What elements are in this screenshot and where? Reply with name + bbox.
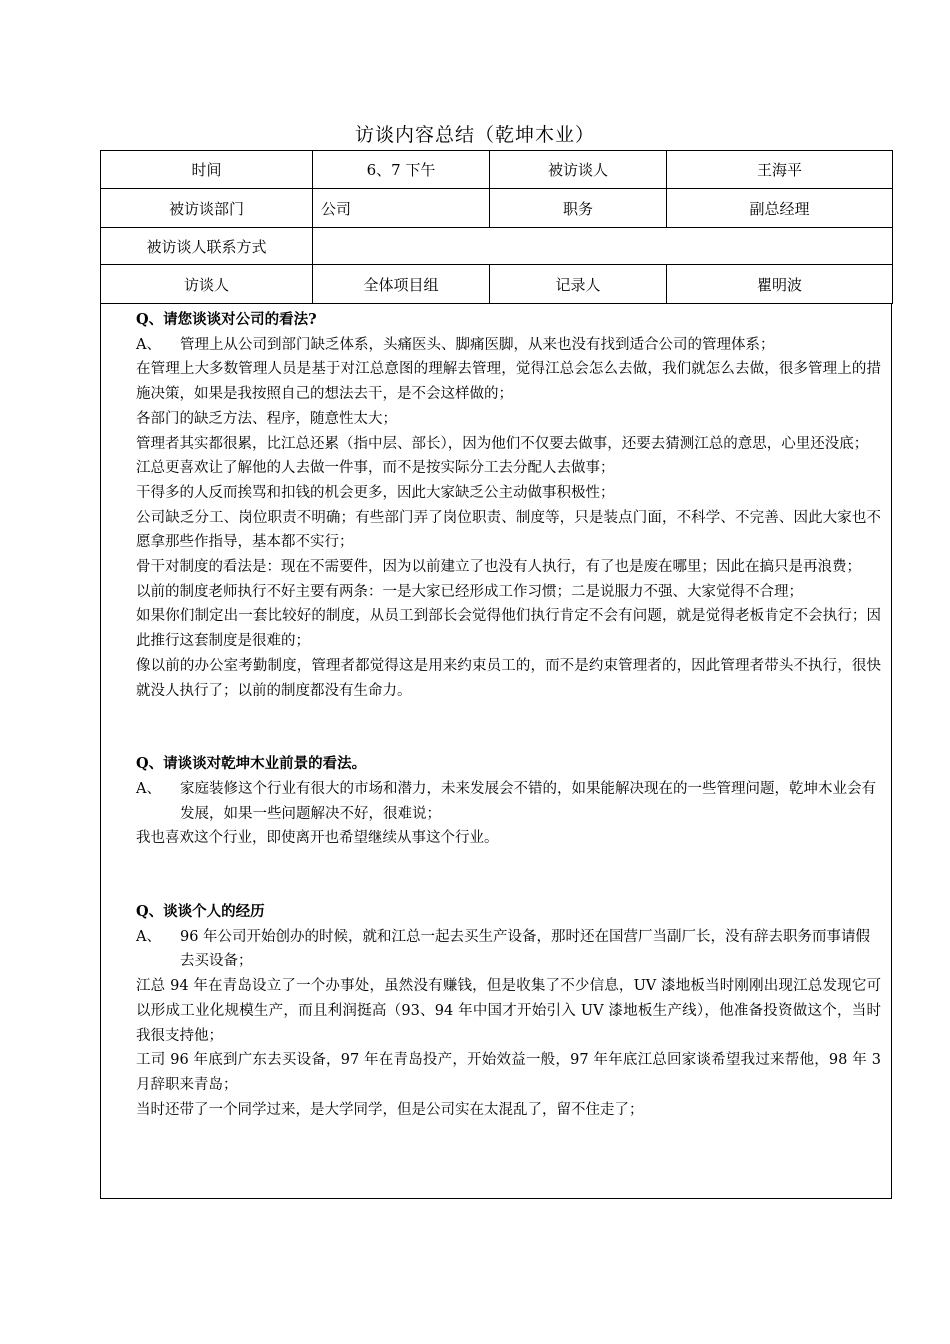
interview-content (100, 303, 892, 1199)
interviewer-value: 全体项目组 (313, 265, 490, 304)
question-future-view: Q、请谈谈对乾坤木业前景的看法。 (136, 755, 367, 773)
paragraph: 像以前的办公室考勤制度，管理者都觉得这是用来约束员工的，而不是约束管理者的，因此管理者带头不执行，很快就没人执行了；以前的制度都没有生命力。 (136, 657, 881, 699)
position-label: 职务 (490, 189, 667, 228)
question-company-view: Q、请您谈谈对公司的看法? (136, 311, 317, 328)
time-value: 6、7 下午 (313, 151, 490, 189)
interviewee-label: 被访谈人 (490, 151, 667, 189)
dept-label: 被访谈部门 (101, 189, 313, 228)
paragraph: 江总 94 年在青岛设立了一个办事处，虽然没有赚钱，但是收集了不少信息，UV 漆地板当时刚刚出现江总发现它可以形成工业化规模生产，而且利润挺高（93、94 年中国才开始引入 UV 漆地板生产线），他准备投资做这个，当时我很支持他； (136, 978, 881, 1044)
answer-text: 96 年公司开始创办的时候，就和江总一起去买生产设备，那时还在国营厂当副厂长，没有辞去职务而事请假去买设备； (180, 928, 871, 970)
paragraph: 公司缺乏分工、岗位职责不明确；有些部门弄了岗位职责、制度等，只是装点门面，不科学、不完善、因此大家也不愿拿那些作指导，基本都不实行； (136, 509, 881, 551)
paragraph: 如果你们制定出一套比较好的制度，从员工到部长会觉得他们执行肯定不会有问题，就是觉得老板肯定不会执行；因此推行这套制度是很难的； (136, 608, 881, 650)
time-label: 时间 (101, 151, 313, 189)
paragraph: 管理者其实都很累，比江总还累（指中层、部长），因为他们不仅要去做事，还要去猜测江总的意思，心里还没底； (136, 435, 869, 452)
interviewer-label: 访谈人 (101, 265, 313, 304)
recorder-label: 记录人 (490, 265, 667, 304)
contact-label: 被访谈人联系方式 (101, 228, 313, 265)
paragraph: 在管理上大多数管理人员是基于对江总意图的理解去管理，觉得江总会怎么去做，我们就怎么去做，很多管理上的措施决策，如果是我按照自己的想法去干，是不会这样做的； (136, 361, 881, 403)
paragraph: 各部门的缺乏方法、程序，随意性太大； (136, 410, 397, 427)
answer-tag: A、 (136, 928, 161, 945)
paragraph: 以前的制度老师执行不好主要有两条：一是大家已经形成工作习惯；二是说服力不强、大家觉得不合理； (136, 583, 803, 600)
answer-text: 管理上从公司到部门缺乏体系，头痛医头、脚痛医脚，从来也没有找到适合公司的管理体系； (180, 336, 775, 353)
answer-text: 家庭装修这个行业有很大的市场和潜力，未来发展会不错的，如果能解决现在的一些管理问题，乾坤木业会有发展，如果一些问题解决不好，很难说； (180, 780, 876, 822)
paragraph: 骨干对制度的看法是：现在不需要件，因为以前建立了也没有人执行，有了也是废在哪里；因此在搞只是再浪费； (136, 559, 861, 576)
paragraph: 干得多的人反而挨骂和扣钱的机会更多，因此大家缺乏公主动做事积极性； (136, 484, 615, 501)
answer-first (136, 333, 881, 358)
paragraph: 我也喜欢这个行业，即使离开也希望继续从事这个行业。 (136, 830, 499, 847)
paragraph: 江总更喜欢让了解他的人去做一件事，而不是按实际分工去分配人去做事； (136, 460, 615, 477)
page-title: 访谈内容总结（乾坤木业） (354, 124, 595, 146)
answer-tag: A、 (136, 780, 161, 797)
position-value: 副总经理 (667, 189, 893, 228)
contact-value (313, 228, 893, 265)
dept-value: 公司 (313, 189, 490, 228)
paragraph: 工司 96 年底到广东去买设备，97 年在青岛投产，开始效益一般，97 年年底江总回家谈希望我过来帮他，98 年 3 月辞职来青岛； (136, 1052, 881, 1093)
paragraph: 当时还带了一个同学过来，是大学同学，但是公司实在太混乱了，留不住走了； (136, 1101, 644, 1118)
recorder-value: 瞿明波 (667, 265, 893, 304)
answer-tag: A、 (136, 336, 161, 353)
answer-first (136, 925, 881, 974)
question-personal-history: Q、谈谈个人的经历 (136, 903, 265, 921)
interviewee-value: 王海平 (667, 151, 893, 189)
answer-first (136, 777, 881, 826)
info-table (100, 150, 893, 304)
